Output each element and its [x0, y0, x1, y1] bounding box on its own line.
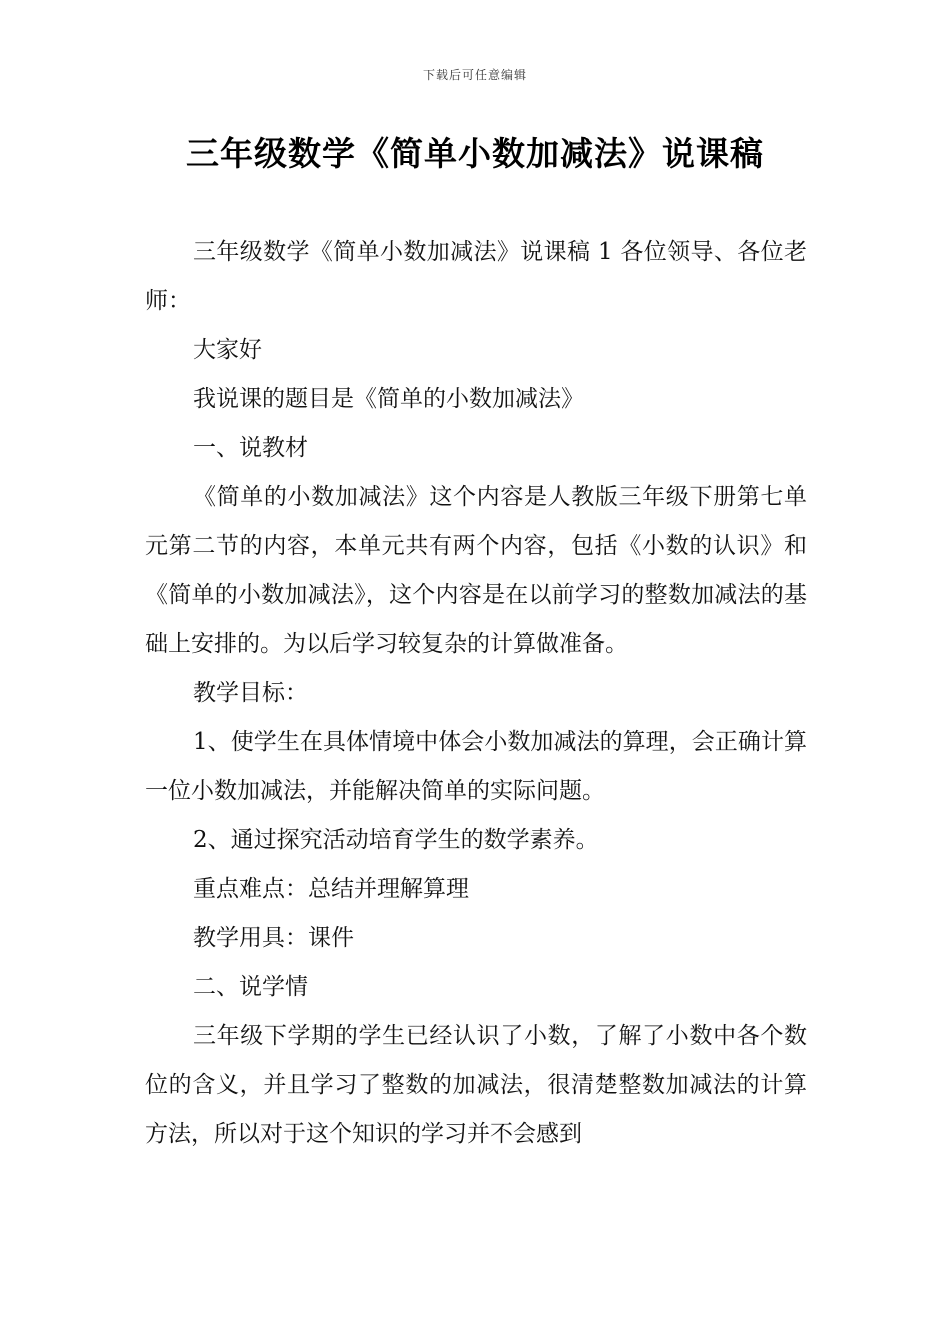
paragraph-topic: 我说课的题目是《简单的小数加减法》	[193, 386, 584, 412]
section-heading-textbook: 一、说教材	[193, 435, 308, 461]
section-heading-students: 二、说学情	[193, 974, 308, 1000]
paragraph-greeting: 大家好	[193, 337, 262, 363]
paragraph-students: 三年级下学期的学生已经认识了小数，了解了小数中各个数位的含义，并且学习了整数的加减法，很清楚整数加减法的计算方法，所以对于这个知识的学习并不会感到	[145, 1023, 807, 1147]
paragraph-textbook: 《简单的小数加减法》这个内容是人教版三年级下册第七单元第二节的内容，本单元共有两个内容，包括《小数的认识》和《简单的小数加减法》，这个内容是在以前学习的整数加减法的基础上安排的。为以后学习较复杂的计算做准备。	[145, 484, 807, 657]
document-title: 三年级数学《简单小数加减法》说课稿	[186, 134, 764, 173]
heading-teaching-goals: 教学目标：	[193, 680, 308, 706]
paragraph-key-points: 重点难点：总结并理解算理	[193, 876, 469, 902]
paragraph-teaching-tools: 教学用具：课件	[193, 925, 354, 951]
header-note: 下载后可任意编辑	[422, 68, 527, 82]
goal-item-1: 1、使学生在具体情境中体会小数加减法的算理，会正确计算一位小数加减法，并能解决简单的实际问题。	[145, 729, 807, 804]
goal-item-2: 2、通过探究活动培育学生的数学素养。	[193, 827, 599, 853]
paragraph-intro: 三年级数学《简单小数加减法》说课稿 1 各位领导、各位老师：	[145, 239, 807, 314]
document-body	[145, 228, 807, 1159]
